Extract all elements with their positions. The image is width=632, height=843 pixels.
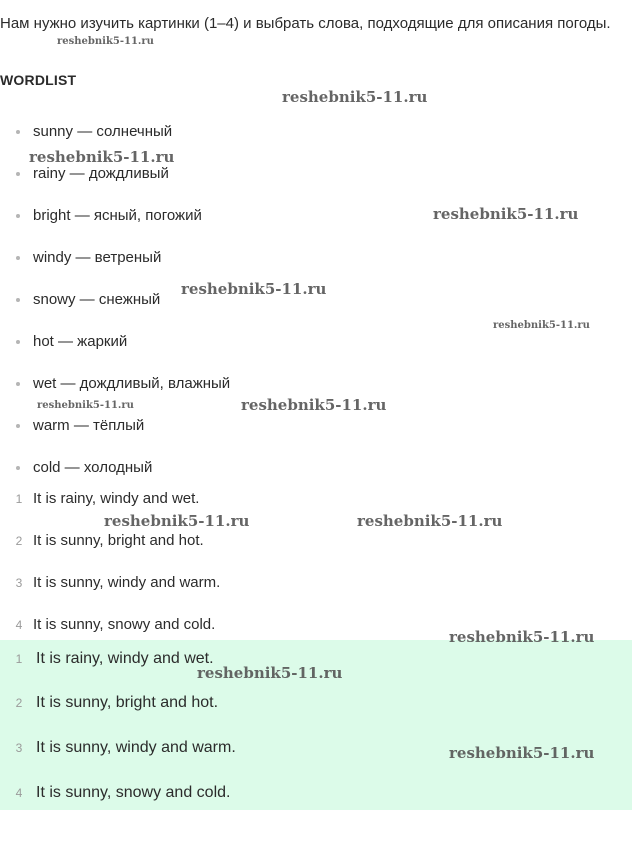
- task-instruction: Нам нужно изучить картинки (1–4) и выбрать слова, подходящие для описания погоды.: [0, 15, 611, 32]
- bullet-icon: [16, 172, 20, 176]
- answer-number: 3: [15, 741, 23, 755]
- word-translation: windy — ветреный: [33, 249, 162, 266]
- bullet-icon: [16, 466, 20, 470]
- answer-number: 4: [15, 786, 23, 800]
- wordlist-item: [0, 160, 230, 202]
- answer-number: 2: [15, 696, 23, 710]
- bullet-icon: [16, 424, 20, 428]
- word-translation: warm — тёплый: [33, 417, 145, 434]
- wordlist-item: [0, 202, 230, 244]
- watermark: reshebnik5-11.ru: [449, 628, 595, 646]
- answer-item: [0, 778, 632, 808]
- word-translation: rainy — дождливый: [33, 165, 169, 182]
- word-translation: wet — дождливый, влажный: [33, 375, 231, 392]
- sentence-item: [0, 485, 632, 527]
- sentence-text: It is sunny, snowy and cold.: [33, 616, 216, 633]
- sentence-text: It is sunny, bright and hot.: [33, 532, 204, 549]
- answer-text: It is sunny, windy and warm.: [36, 739, 236, 756]
- word-translation: hot — жаркий: [33, 333, 128, 350]
- sentence-number: 2: [15, 534, 23, 548]
- watermark: reshebnik5-11.ru: [197, 664, 343, 682]
- wordlist-heading: WORDLIST: [0, 72, 77, 88]
- watermark: reshebnik5-11.ru: [57, 36, 154, 47]
- bullet-icon: [16, 256, 20, 260]
- watermark: reshebnik5-11.ru: [357, 512, 503, 530]
- sentence-number: 3: [15, 576, 23, 590]
- wordlist-item: [0, 328, 230, 370]
- watermark: reshebnik5-11.ru: [241, 396, 387, 414]
- bullet-icon: [16, 382, 20, 386]
- answer-text: It is sunny, snowy and cold.: [36, 784, 231, 801]
- word-translation: bright — ясный, погожий: [33, 207, 202, 224]
- watermark: reshebnik5-11.ru: [493, 320, 590, 331]
- wordlist-item: [0, 412, 230, 454]
- watermark: reshebnik5-11.ru: [37, 400, 134, 411]
- watermark: reshebnik5-11.ru: [181, 280, 327, 298]
- sentence-text: It is sunny, windy and warm.: [33, 574, 221, 591]
- bullet-icon: [16, 298, 20, 302]
- word-translation: snowy — снежный: [33, 291, 161, 308]
- answer-number: 1: [15, 652, 23, 666]
- watermark: reshebnik5-11.ru: [433, 205, 579, 223]
- sentence-number: 4: [15, 618, 23, 632]
- bullet-icon: [16, 340, 20, 344]
- answer-text: It is sunny, bright and hot.: [36, 694, 219, 711]
- bullet-icon: [16, 130, 20, 134]
- watermark: reshebnik5-11.ru: [29, 148, 175, 166]
- watermark: reshebnik5-11.ru: [282, 88, 428, 106]
- answer-item: [0, 688, 632, 718]
- watermark: reshebnik5-11.ru: [104, 512, 250, 530]
- watermark: reshebnik5-11.ru: [449, 744, 595, 762]
- answer-text: It is rainy, windy and wet.: [36, 650, 214, 667]
- sentence-item: [0, 527, 632, 569]
- word-translation: sunny — солнечный: [33, 123, 173, 140]
- sentence-item: [0, 569, 632, 611]
- sentence-number: 1: [15, 492, 23, 506]
- bullet-icon: [16, 214, 20, 218]
- word-translation: cold — холодный: [33, 459, 153, 476]
- sentence-text: It is rainy, windy and wet.: [33, 490, 200, 507]
- wordlist: [0, 118, 230, 496]
